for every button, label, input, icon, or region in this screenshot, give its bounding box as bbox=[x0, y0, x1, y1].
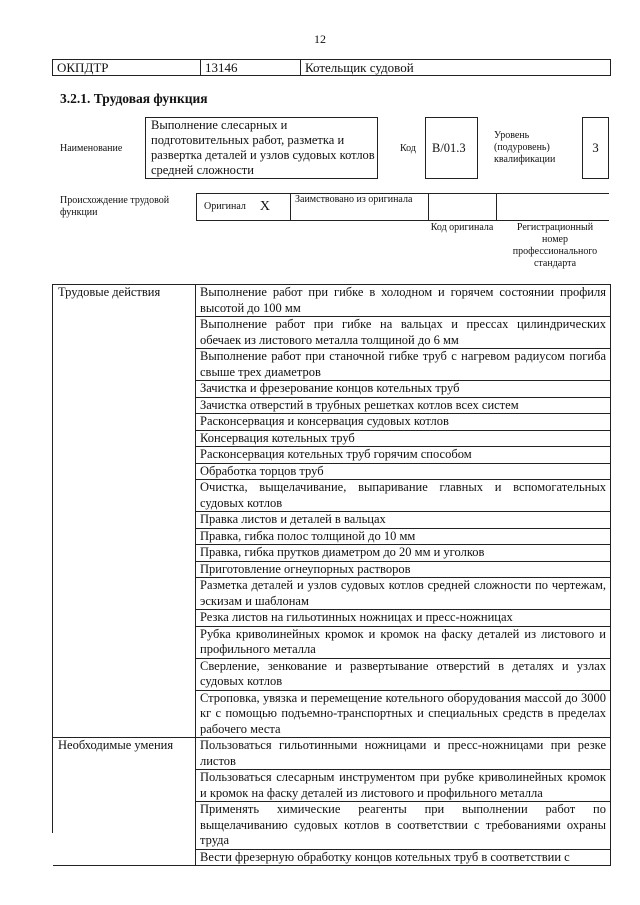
table-row: Правка, гибка прутков диаметром до 20 мм и уголков bbox=[196, 545, 611, 562]
section-label: Трудовые действия bbox=[53, 285, 196, 738]
table-row: Консервация котельных труб bbox=[196, 431, 611, 448]
code-label: Код bbox=[400, 143, 416, 154]
table-row: Пользоваться слесарным инструментом при рубке криволинейных кромок и кромок на фаску деталей из листового и профильного металла bbox=[196, 770, 611, 802]
section-label: Необходимые умения bbox=[53, 738, 196, 866]
reg-number-cell bbox=[497, 194, 609, 220]
table-row: Рубка криволинейных кромок и кромок на фаску деталей из листового и профильного металла bbox=[196, 627, 611, 659]
table-row: Пользоваться гильотинными ножницами и пресс-ножницами при резке листов bbox=[196, 738, 611, 770]
table-row: Строповка, увязка и перемещение котельного оборудования массой до 3000 кг с помощью подъемно-транспортных и специальных средств в пределах рабочего места bbox=[196, 691, 611, 739]
table-row: Правка, гибка полос толщиной до 10 мм bbox=[196, 529, 611, 546]
original-label: Оригинал bbox=[204, 201, 246, 212]
table-row: Расконсервация и консервация судовых котлов bbox=[196, 414, 611, 431]
table-row: Очистка, выщелачивание, выпаривание главных и вспомогательных судовых котлов bbox=[196, 480, 611, 512]
table-row: Резка листов на гильотинных ножницах и пресс-ножницах bbox=[196, 610, 611, 627]
okpdtr-title: Котельщик судовой bbox=[305, 60, 414, 75]
qualification-level: 3 bbox=[582, 117, 609, 179]
level-label: Уровень (подуровень) квалификации bbox=[494, 130, 556, 165]
section-items bbox=[196, 738, 611, 866]
borrowed-label: Заимствовано из оригинала bbox=[291, 194, 429, 220]
okpdtr-label: ОКПДТР bbox=[53, 60, 201, 75]
table-row: Зачистка и фрезерование концов котельных труб bbox=[196, 381, 611, 398]
original-mark: X bbox=[259, 199, 271, 214]
labor-function-table bbox=[52, 284, 611, 864]
origin-table bbox=[196, 193, 609, 221]
table-row: Применять химические реагенты при выполнении работ по выщелачиванию судовых котлов в соответствии с требованиями охраны труда bbox=[196, 802, 611, 850]
table-row: Сверление, зенкование и развертывание отверстий в деталях и узлах судовых котлов bbox=[196, 659, 611, 691]
table-section bbox=[53, 285, 611, 738]
table-row: Разметка деталей и узлов судовых котлов средней сложности по чертежам, эскизам и шаблонам bbox=[196, 578, 611, 610]
table-row: Обработка торцов труб bbox=[196, 464, 611, 481]
function-code: B/01.3 bbox=[425, 117, 478, 179]
section-items bbox=[196, 285, 611, 738]
table-row: Расконсервация котельных труб горячим способом bbox=[196, 447, 611, 464]
original-cell bbox=[197, 194, 291, 220]
original-code-cell bbox=[429, 194, 497, 220]
table-row: Выполнение работ при гибке на вальцах и прессах цилиндрических обечаек из листового металла толщиной до 6 мм bbox=[196, 317, 611, 349]
table-row: Правка листов и деталей в вальцах bbox=[196, 512, 611, 529]
code-caption: Код оригинала bbox=[430, 222, 494, 233]
table-section bbox=[53, 738, 611, 866]
table-row: Зачистка отверстий в трубных решетках котлов всех систем bbox=[196, 398, 611, 415]
okpdtr-code: 13146 bbox=[201, 60, 301, 75]
name-label: Наименование bbox=[60, 143, 123, 154]
function-name: Выполнение слесарных и подготовительных работ, разметка и развертка деталей и узлов судовых котлов средней сложности bbox=[145, 117, 378, 179]
table-row: Приготовление огнеупорных растворов bbox=[196, 562, 611, 579]
table-row: Выполнение работ при станочной гибке труб с нагревом радиусом погиба свыше трех диаметров bbox=[196, 349, 611, 381]
reg-caption: Регистрационный номер профессионального стандарта bbox=[512, 222, 598, 269]
origin-label: Происхождение трудовой функции bbox=[60, 195, 170, 218]
section-heading: 3.2.1. Трудовая функция bbox=[60, 91, 208, 106]
table-row: Выполнение работ при гибке в холодном и горячем состоянии профиля высотой до 100 мм bbox=[196, 285, 611, 317]
okpdtr-row bbox=[52, 59, 611, 76]
page-number: 12 bbox=[314, 32, 326, 46]
table-row: Вести фрезерную обработку концов котельных труб в соответствии с bbox=[196, 850, 611, 867]
